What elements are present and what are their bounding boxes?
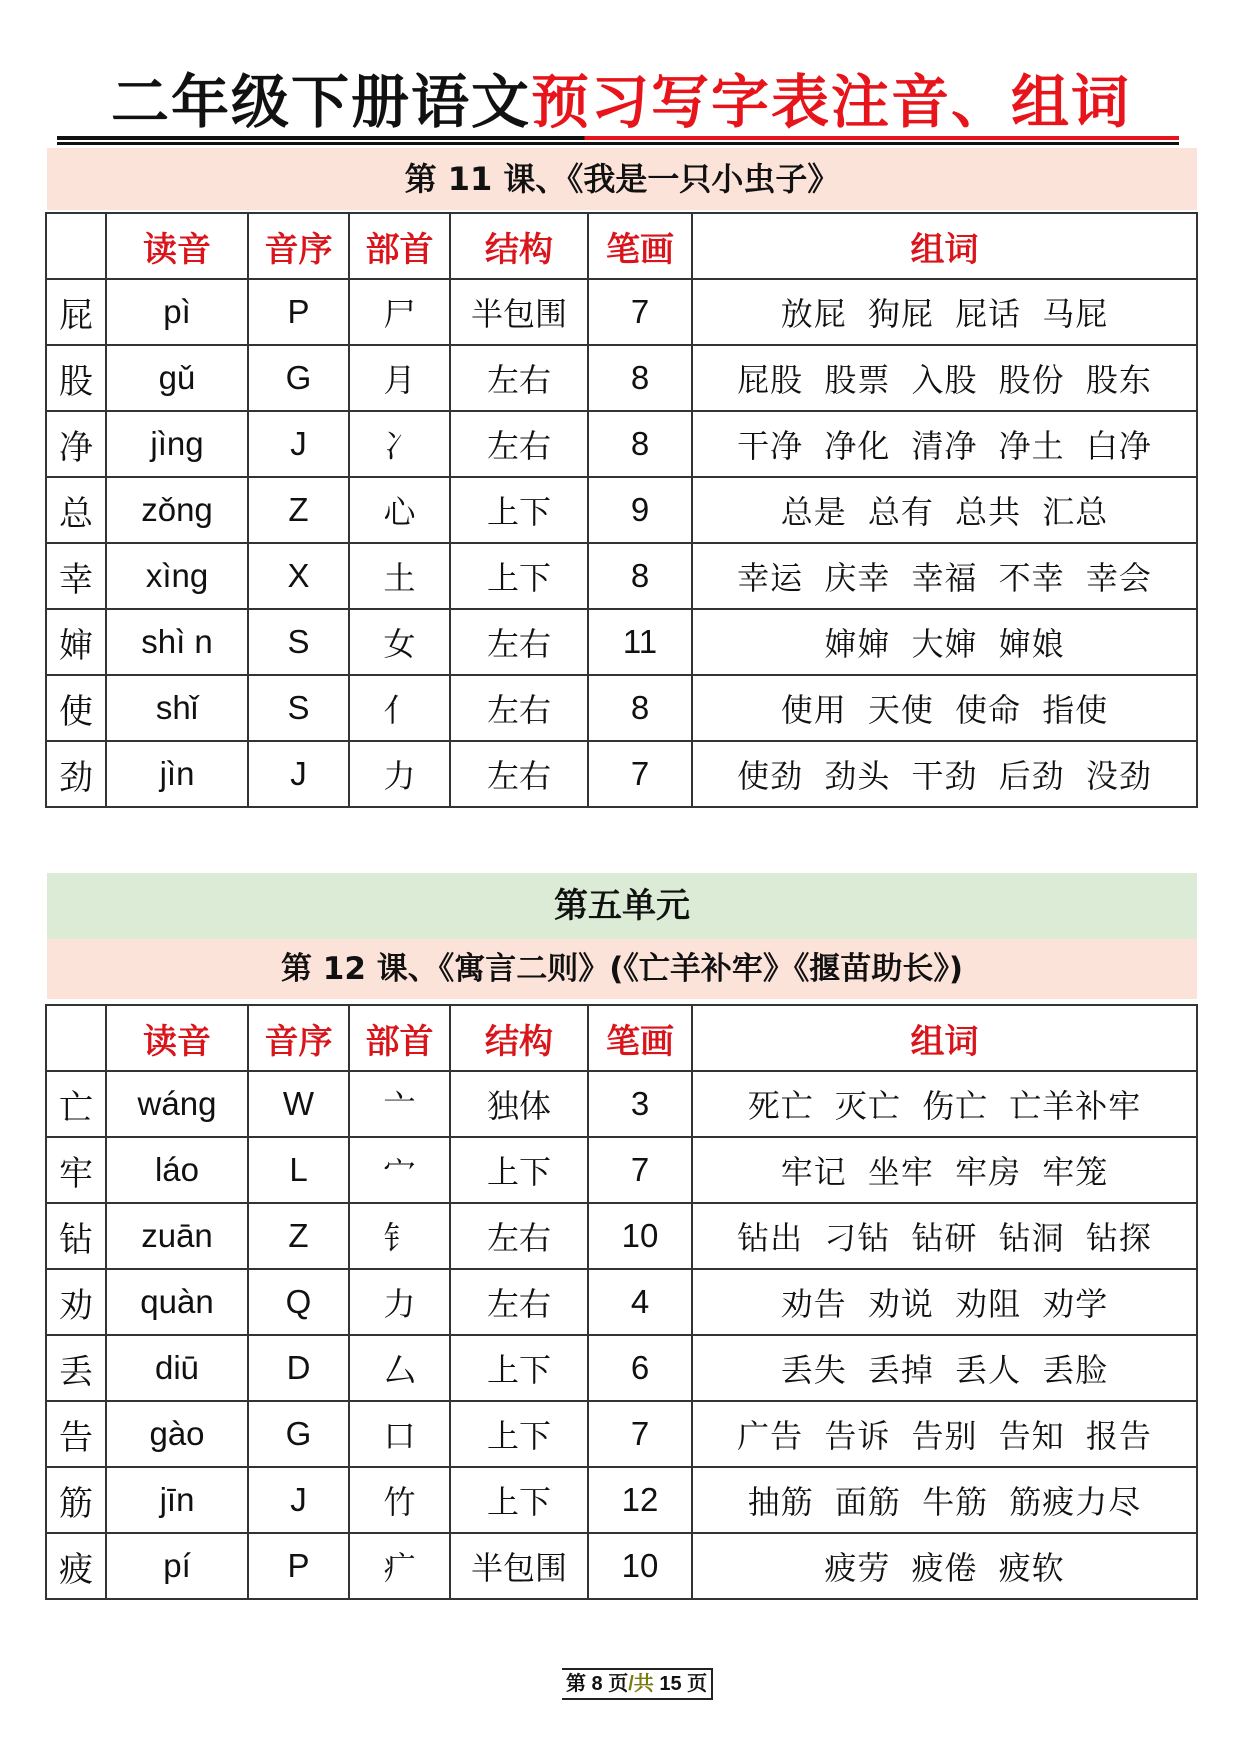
header-words: 组词 — [692, 213, 1197, 279]
row-seq: Z — [248, 477, 349, 543]
row-structure: 上下 — [450, 1137, 588, 1203]
row-pinyin: shì n — [106, 609, 248, 675]
row-structure: 半包围 — [450, 1533, 588, 1599]
row-structure: 左右 — [450, 411, 588, 477]
row-seq: G — [248, 1401, 349, 1467]
row-words: 死亡 灭亡 伤亡 亡羊补牢 — [692, 1071, 1197, 1137]
row-radical: 疒 — [349, 1533, 450, 1599]
row-seq: X — [248, 543, 349, 609]
row-seq: P — [248, 1533, 349, 1599]
header-words: 组词 — [692, 1005, 1197, 1071]
table-row — [46, 1467, 1197, 1533]
row-pinyin: pì — [106, 279, 248, 345]
row-char: 疲 — [46, 1533, 106, 1599]
row-char: 幸 — [46, 543, 106, 609]
page-total: 15 页 — [653, 1673, 708, 1695]
row-radical: 尸 — [349, 279, 450, 345]
row-pinyin: diū — [106, 1335, 248, 1401]
row-strokes: 4 — [588, 1269, 692, 1335]
row-pinyin: quàn — [106, 1269, 248, 1335]
table-row — [46, 1203, 1197, 1269]
row-radical: 女 — [349, 609, 450, 675]
table-row — [46, 543, 1197, 609]
row-radical: 厶 — [349, 1335, 450, 1401]
header-seq: 音序 — [248, 1005, 349, 1071]
table-row — [46, 609, 1197, 675]
row-strokes: 8 — [588, 543, 692, 609]
row-structure: 左右 — [450, 675, 588, 741]
lesson12-table — [45, 1004, 1198, 1600]
row-char: 总 — [46, 477, 106, 543]
row-strokes: 9 — [588, 477, 692, 543]
row-strokes: 8 — [588, 411, 692, 477]
row-radical: 力 — [349, 741, 450, 807]
row-radical: 竹 — [349, 1467, 450, 1533]
title-red-part: 预习写字表注音、组词 — [531, 68, 1132, 136]
row-words: 婶婶 大婶 婶娘 — [692, 609, 1197, 675]
row-strokes: 8 — [588, 675, 692, 741]
row-char: 劲 — [46, 741, 106, 807]
header-radical: 部首 — [349, 1005, 450, 1071]
row-structure: 左右 — [450, 1269, 588, 1335]
row-char: 筋 — [46, 1467, 106, 1533]
row-seq: W — [248, 1071, 349, 1137]
row-char: 使 — [46, 675, 106, 741]
row-seq: Z — [248, 1203, 349, 1269]
row-pinyin: zǒng — [106, 477, 248, 543]
lesson12-banner: 第 12 课、《寓言二则》(《亡羊补牢》《揠苗助长》) — [47, 939, 1197, 999]
row-radical: 月 — [349, 345, 450, 411]
table-header-row — [46, 213, 1197, 279]
row-strokes: 10 — [588, 1203, 692, 1269]
lesson11-banner: 第 11 课、《我是一只小虫子》 — [47, 148, 1197, 210]
table-row — [46, 675, 1197, 741]
row-pinyin: gǔ — [106, 345, 248, 411]
row-char: 亡 — [46, 1071, 106, 1137]
header-structure: 结构 — [450, 213, 588, 279]
row-seq: J — [248, 411, 349, 477]
row-radical: 力 — [349, 1269, 450, 1335]
row-pinyin: láo — [106, 1137, 248, 1203]
header-seq: 音序 — [248, 213, 349, 279]
row-char: 净 — [46, 411, 106, 477]
row-words: 牢记 坐牢 牢房 牢笼 — [692, 1137, 1197, 1203]
row-char: 屁 — [46, 279, 106, 345]
row-seq: L — [248, 1137, 349, 1203]
row-radical: 亻 — [349, 675, 450, 741]
header-structure: 结构 — [450, 1005, 588, 1071]
row-strokes: 7 — [588, 1137, 692, 1203]
row-pinyin: gào — [106, 1401, 248, 1467]
row-strokes: 10 — [588, 1533, 692, 1599]
row-words: 干净 净化 清净 净土 白净 — [692, 411, 1197, 477]
row-words: 广告 告诉 告别 告知 报告 — [692, 1401, 1197, 1467]
row-char: 牢 — [46, 1137, 106, 1203]
title-rule-top — [57, 136, 1179, 140]
row-structure: 上下 — [450, 477, 588, 543]
row-structure: 独体 — [450, 1071, 588, 1137]
page-title — [0, 62, 1242, 142]
row-pinyin: xìng — [106, 543, 248, 609]
row-seq: Q — [248, 1269, 349, 1335]
row-pinyin: jìng — [106, 411, 248, 477]
row-strokes: 12 — [588, 1467, 692, 1533]
row-char: 钻 — [46, 1203, 106, 1269]
row-words: 使用 天使 使命 指使 — [692, 675, 1197, 741]
row-seq: S — [248, 609, 349, 675]
row-radical: 宀 — [349, 1137, 450, 1203]
row-words: 抽筋 面筋 牛筋 筋疲力尽 — [692, 1467, 1197, 1533]
header-radical: 部首 — [349, 213, 450, 279]
row-seq: P — [248, 279, 349, 345]
page-separator: /共 — [628, 1673, 654, 1695]
row-words: 放屁 狗屁 屁话 马屁 — [692, 279, 1197, 345]
title-rule-bottom — [57, 142, 1179, 145]
row-radical: 心 — [349, 477, 450, 543]
row-structure: 半包围 — [450, 279, 588, 345]
table-row — [46, 1335, 1197, 1401]
row-words: 使劲 劲头 干劲 后劲 没劲 — [692, 741, 1197, 807]
header-strokes: 笔画 — [588, 1005, 692, 1071]
row-structure: 上下 — [450, 1401, 588, 1467]
row-structure: 上下 — [450, 1335, 588, 1401]
row-radical: 钅 — [349, 1203, 450, 1269]
table-row — [46, 1269, 1197, 1335]
row-strokes: 7 — [588, 279, 692, 345]
table-row — [46, 741, 1197, 807]
table-row — [46, 411, 1197, 477]
row-strokes: 8 — [588, 345, 692, 411]
row-char: 丢 — [46, 1335, 106, 1401]
row-radical: 口 — [349, 1401, 450, 1467]
row-seq: J — [248, 1467, 349, 1533]
row-words: 疲劳 疲倦 疲软 — [692, 1533, 1197, 1599]
lesson11-table — [45, 212, 1198, 808]
title-black-part: 二年级下册语文 — [110, 68, 531, 136]
row-strokes: 11 — [588, 609, 692, 675]
table-row — [46, 1137, 1197, 1203]
row-seq: G — [248, 345, 349, 411]
row-strokes: 6 — [588, 1335, 692, 1401]
row-seq: S — [248, 675, 349, 741]
row-strokes: 7 — [588, 1401, 692, 1467]
row-structure: 上下 — [450, 543, 588, 609]
row-char: 劝 — [46, 1269, 106, 1335]
row-pinyin: jìn — [106, 741, 248, 807]
header-pinyin: 读音 — [106, 213, 248, 279]
row-char: 股 — [46, 345, 106, 411]
table-row — [46, 1533, 1197, 1599]
table-row — [46, 1071, 1197, 1137]
row-pinyin: jīn — [106, 1467, 248, 1533]
row-structure: 左右 — [450, 741, 588, 807]
row-words: 总是 总有 总共 汇总 — [692, 477, 1197, 543]
header-strokes: 笔画 — [588, 213, 692, 279]
row-radical: 亠 — [349, 1071, 450, 1137]
unit5-banner: 第五单元 — [47, 873, 1197, 939]
row-structure: 上下 — [450, 1467, 588, 1533]
row-words: 幸运 庆幸 幸福 不幸 幸会 — [692, 543, 1197, 609]
row-words: 丢失 丢掉 丢人 丢脸 — [692, 1335, 1197, 1401]
page-current: 第 8 页 — [566, 1673, 629, 1695]
table-row — [46, 1401, 1197, 1467]
row-strokes: 7 — [588, 741, 692, 807]
row-char: 婶 — [46, 609, 106, 675]
row-radical: 冫 — [349, 411, 450, 477]
header-pinyin: 读音 — [106, 1005, 248, 1071]
row-char: 告 — [46, 1401, 106, 1467]
row-words: 劝告 劝说 劝阻 劝学 — [692, 1269, 1197, 1335]
row-structure: 左右 — [450, 609, 588, 675]
row-pinyin: pí — [106, 1533, 248, 1599]
row-words: 屁股 股票 入股 股份 股东 — [692, 345, 1197, 411]
table-row — [46, 477, 1197, 543]
row-structure: 左右 — [450, 1203, 588, 1269]
row-pinyin: zuān — [106, 1203, 248, 1269]
row-pinyin: shǐ — [106, 675, 248, 741]
row-seq: J — [248, 741, 349, 807]
row-pinyin: wáng — [106, 1071, 248, 1137]
row-radical: 土 — [349, 543, 450, 609]
row-structure: 左右 — [450, 345, 588, 411]
page-number — [562, 1668, 713, 1700]
row-strokes: 3 — [588, 1071, 692, 1137]
table-header-row — [46, 1005, 1197, 1071]
table-row — [46, 345, 1197, 411]
table-row — [46, 279, 1197, 345]
header-char — [46, 213, 106, 279]
header-char — [46, 1005, 106, 1071]
row-seq: D — [248, 1335, 349, 1401]
row-words: 钻出 刁钻 钻研 钻洞 钻探 — [692, 1203, 1197, 1269]
